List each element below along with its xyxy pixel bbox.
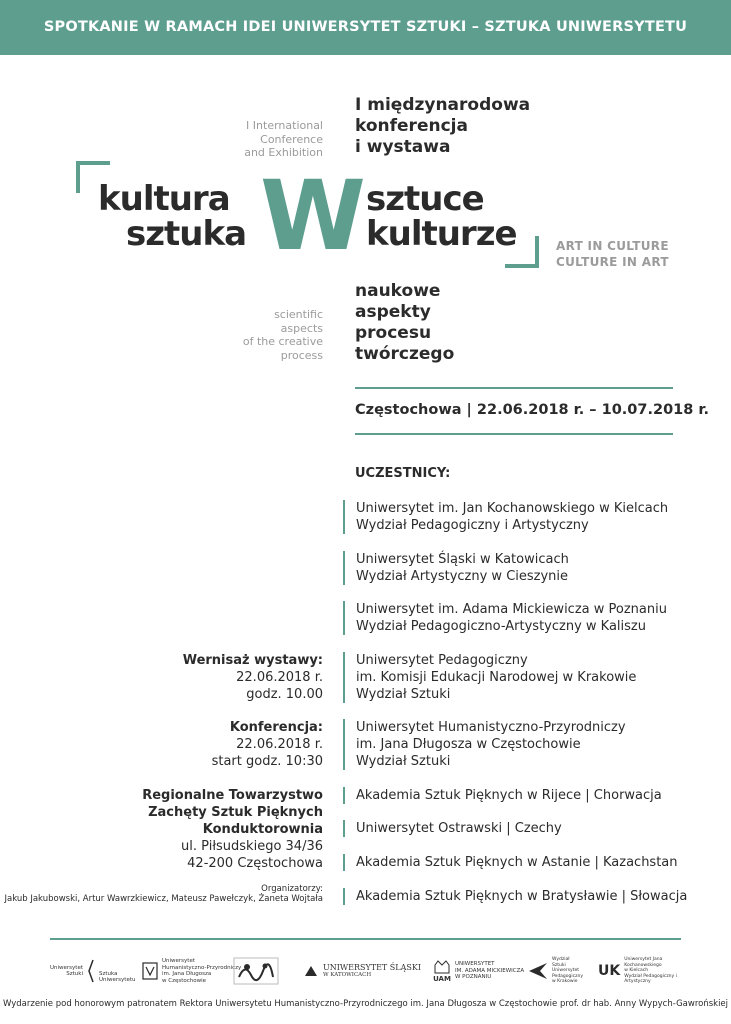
vernissage-info bbox=[183, 652, 323, 703]
subtitle-pl-line: procesu bbox=[355, 323, 432, 343]
bracket-logo-icon bbox=[87, 958, 95, 984]
title-word-sztuce: sztuce bbox=[366, 179, 484, 219]
organizers-label: Organizatorzy: bbox=[261, 884, 323, 894]
participant-item bbox=[343, 854, 678, 871]
venue-address-line: ul. Piłsudskiego 34/36 bbox=[181, 839, 323, 854]
logo-uniwersytet-slaski bbox=[303, 950, 421, 992]
subtitle-en-line: aspects bbox=[280, 321, 323, 335]
venue-address-line: 42-200 Częstochowa bbox=[187, 856, 323, 871]
subtitle-pl-line: aspekty bbox=[355, 302, 431, 322]
logo-uniwersytet-sztuki bbox=[50, 950, 136, 992]
logo-ujk bbox=[598, 950, 690, 992]
place-and-date: Częstochowa | 22.06.2018 r. – 10.07.2018 r. bbox=[355, 402, 709, 418]
up-logo-icon bbox=[528, 961, 548, 981]
subtitle-pl-line: naukowe bbox=[355, 281, 441, 301]
conference-label-en-line: and Exhibition bbox=[244, 146, 323, 159]
logo-text: Sztuki bbox=[66, 971, 83, 977]
logos-rule bbox=[50, 938, 681, 940]
participant-line: Akademia Sztuk Pięknych w Astanie | Kazachstan bbox=[356, 855, 678, 870]
participant-line: Uniwersytet Śląski w Katowicach bbox=[356, 552, 569, 567]
venue-name-line: Konduktorownia bbox=[202, 822, 323, 837]
title-word-sztuka: sztuka bbox=[126, 214, 247, 254]
gallery-logo-icon bbox=[233, 957, 279, 985]
participant-line: Wydział Artystyczny w Cieszynie bbox=[356, 569, 569, 584]
participant-line: Akademia Sztuk Pięknych w Rijece | Chorwacja bbox=[356, 788, 662, 803]
logo-text: Uniwersytet bbox=[552, 968, 579, 974]
title-word-kultura: kultura bbox=[98, 179, 230, 219]
partner-logos bbox=[50, 950, 690, 992]
title-word-kulturze: kulturze bbox=[366, 214, 517, 254]
logo-text: Sztuka bbox=[99, 970, 118, 977]
logo-text: Uniwersytetu bbox=[99, 977, 136, 983]
title-english-line: ART IN CULTURE bbox=[556, 239, 669, 253]
participant-line: im. Komisji Edukacji Narodowej w Krakowie bbox=[356, 670, 637, 685]
participant-line: im. Jana Długosza w Częstochowie bbox=[356, 737, 581, 752]
title-center-w: W bbox=[260, 160, 362, 272]
logo-ujd bbox=[142, 950, 241, 992]
date-rule-bottom bbox=[355, 433, 673, 435]
subtitle-pl-line: twórczego bbox=[355, 344, 455, 364]
participant-line: Akademia Sztuk Pięknych w Bratysławie | Słowacja bbox=[356, 889, 688, 904]
participant-item bbox=[343, 888, 687, 905]
conference-label-en bbox=[244, 119, 323, 160]
conference-label-pl-line: konferencja bbox=[355, 116, 468, 136]
logo-text: UNIWERSYTET ŚLĄSKI bbox=[323, 963, 421, 973]
subtitle-en-line: scientific bbox=[274, 308, 323, 321]
participant-item bbox=[343, 500, 668, 534]
logo-up-krakow bbox=[528, 950, 583, 992]
participant-line: Uniwersytet Pedagogiczny bbox=[356, 653, 528, 668]
participant-item bbox=[343, 652, 636, 703]
logo-text: W KATOWICACH bbox=[323, 972, 372, 979]
conference-label: Konferencja: bbox=[229, 720, 323, 735]
participant-item bbox=[343, 719, 626, 770]
subtitle-en bbox=[243, 308, 323, 362]
logo-text: Uniwersytet Jana Kochanowskiego bbox=[624, 957, 663, 968]
venue-info bbox=[142, 787, 323, 872]
logo-text: Wydział Pedagogiczny i Artystyczny bbox=[624, 973, 677, 985]
logo-text: im. Jana Długosza bbox=[162, 971, 212, 977]
organizers-names: Jakub Jakubowski, Artur Wawrzkiewicz, Mateusz Pawełczyk, Żaneta Wojtała bbox=[4, 894, 323, 904]
logo-text: Uniwersytet bbox=[50, 964, 83, 971]
logo-text: Pedagogiczny bbox=[552, 973, 584, 979]
title-english bbox=[556, 238, 669, 270]
date-rule-top bbox=[355, 387, 673, 389]
participant-line: Wydział Pedagogiczno-Artystyczny w Kaliszu bbox=[356, 619, 646, 634]
logo-text: IM. ADAMA MICKIEWICZA bbox=[455, 967, 525, 974]
footer-patronage: Wydarzenie pod honorowym patronatem Rektora Uniwersytetu Humanistyczno-Przyrodniczego im. Jana Długosza w Częstochowie prof. dr hab. Anny Wypych-Gawrońskiej bbox=[2, 999, 729, 1009]
conference-label-en-line: Conference bbox=[260, 132, 323, 146]
banner-title: SPOTKANIE W RAMACH IDEI UNIWERSYTET SZTUKI – SZTUKA UNIWERSYTETU bbox=[43, 19, 688, 35]
conference-time: start godz. 10:30 bbox=[211, 754, 323, 769]
participant-line: Wydział Sztuki bbox=[356, 754, 451, 769]
participant-item bbox=[343, 820, 562, 837]
subtitle-en-line: process bbox=[280, 348, 323, 362]
participant-item bbox=[343, 787, 662, 804]
participant-item bbox=[343, 551, 569, 585]
us-logo-icon bbox=[303, 964, 319, 978]
participant-line: Wydział Sztuki bbox=[356, 687, 451, 702]
conference-label-en-line: I International bbox=[246, 119, 323, 132]
logo-text: w Krakowie bbox=[552, 979, 578, 985]
participant-item bbox=[343, 601, 667, 635]
logo-text: UAM bbox=[433, 975, 451, 983]
logo-text: w Kielcach bbox=[624, 968, 649, 974]
title-english-line: CULTURE IN ART bbox=[556, 255, 669, 269]
conference-info bbox=[212, 719, 323, 770]
logo-text: W POZNANIU bbox=[455, 974, 492, 981]
conference-label-pl-line: i wystawa bbox=[355, 137, 451, 157]
subtitle-pl bbox=[355, 281, 454, 365]
venue-name-line: Zachęty Sztuk Pięknych bbox=[148, 805, 323, 820]
participant-line: Uniwersytet Humanistyczno-Przyrodniczy bbox=[356, 720, 626, 735]
participant-line: Wydział Pedagogiczny i Artystyczny bbox=[356, 518, 589, 533]
participant-line: Uniwersytet Ostrawski | Czechy bbox=[356, 821, 562, 836]
vernissage-date: 22.06.2018 r. bbox=[236, 670, 323, 685]
logo-text: UK bbox=[598, 963, 621, 979]
logo-text: UNIWERSYTET bbox=[455, 961, 495, 968]
logo-text: Uniwersytet bbox=[162, 958, 195, 964]
vernissage-label: Wernisaż wystawy: bbox=[182, 653, 323, 668]
logo-text: Sztuki bbox=[552, 962, 566, 968]
venue-name-line: Regionalne Towarzystwo bbox=[142, 788, 323, 803]
logo-gallery bbox=[233, 950, 279, 992]
logo-text: Wydział bbox=[552, 957, 570, 963]
uam-crest-icon bbox=[433, 960, 451, 974]
conference-label-pl-line: I międzynarodowa bbox=[355, 95, 531, 115]
participant-line: Uniwersytet im. Adama Mickiewicza w Poznaniu bbox=[356, 602, 667, 617]
participants-heading: UCZESTNICY: bbox=[355, 466, 451, 481]
ujd-crest-icon bbox=[142, 962, 158, 980]
logo-uam bbox=[433, 950, 524, 992]
logo-text: Humanistyczno-Przyrodniczy bbox=[162, 964, 242, 971]
vernissage-time: godz. 10.00 bbox=[246, 687, 323, 702]
subtitle-en-line: of the creative bbox=[242, 335, 323, 348]
conference-date: 22.06.2018 r. bbox=[236, 737, 323, 752]
logo-text: w Częstochowie bbox=[162, 977, 207, 984]
conference-label-pl bbox=[355, 95, 530, 158]
participant-line: Uniwersytet im. Jan Kochanowskiego w Kielcach bbox=[356, 501, 669, 516]
